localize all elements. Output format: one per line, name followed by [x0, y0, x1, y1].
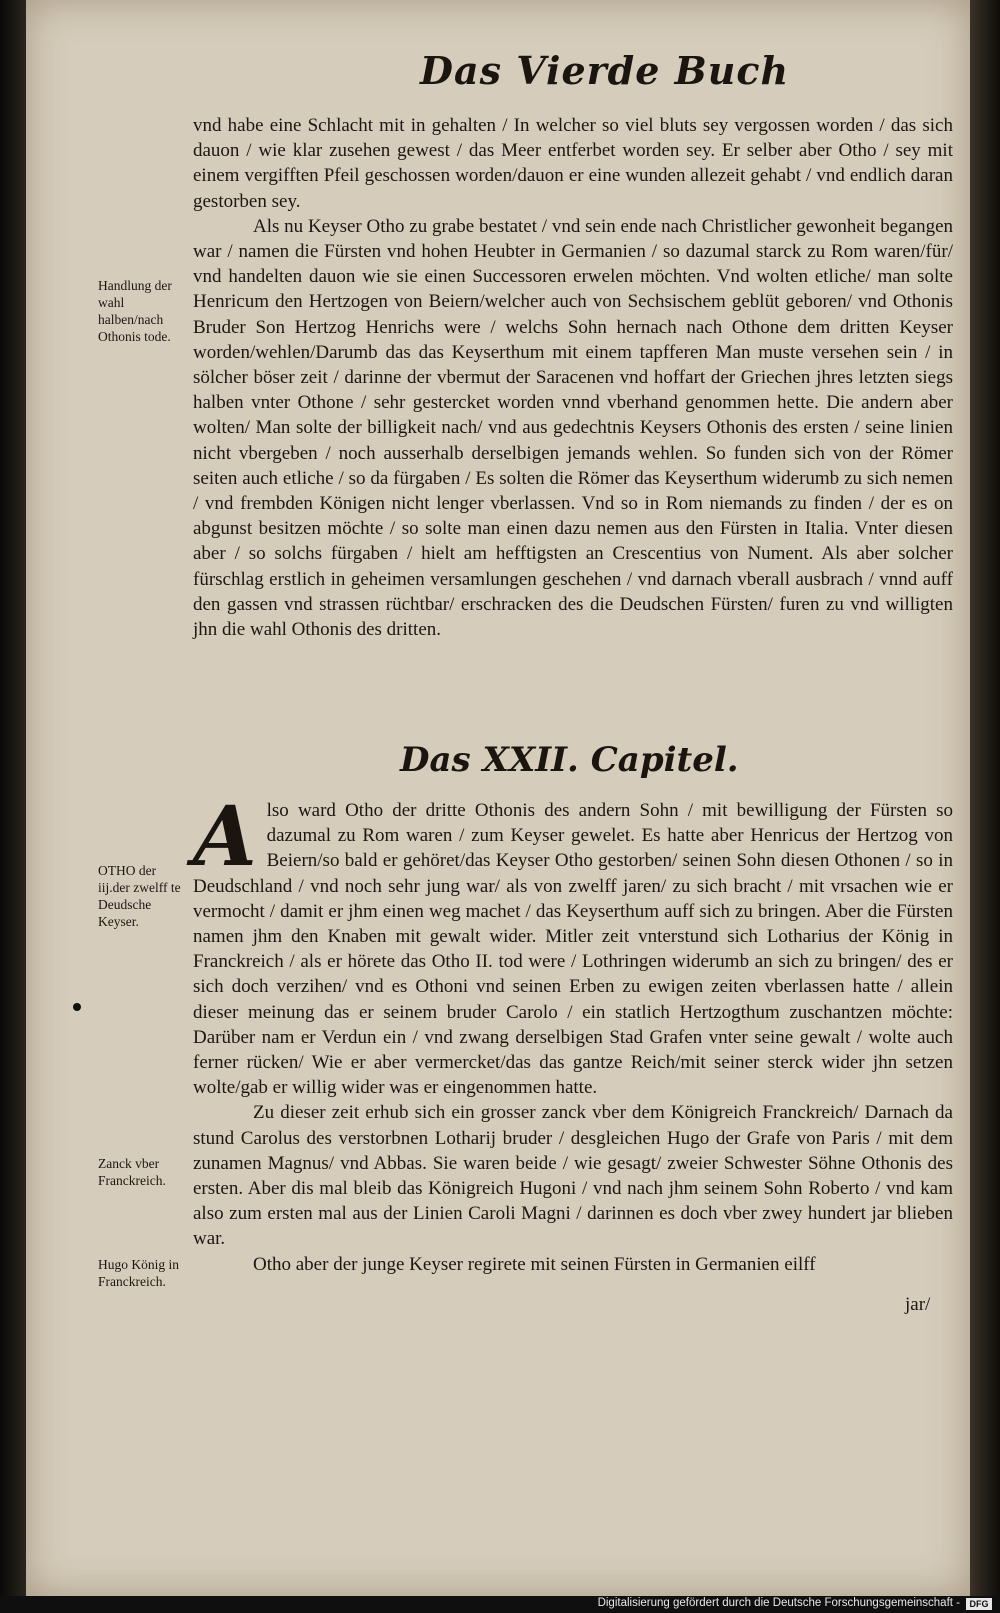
drop-capital: A — [193, 789, 257, 885]
paragraph: vnd habe eine Schlacht mit in gehalten / In welcher so viel bluts sey vergossen worden / das sich dauon / wie klar zusehen gewest / das Meer entferbet worden sey. Er selber aber Otho / sey mit einem vergifften Pfeil geschossen worden/dauon er eine wunden allezeit gehabt / vnd endlich daran gestorben sey. — [193, 115, 953, 212]
footer-text: Digitalisierung gefördert durch die Deutsche Forschungsgemeinschaft - — [597, 1597, 960, 1609]
catchword: jar/ — [905, 1294, 931, 1315]
digitization-footer — [0, 1596, 1000, 1613]
top-text-block — [193, 113, 953, 642]
marginal-note: OTHO der iij.der zwelff te Deudsche Keyser. — [98, 863, 181, 929]
dfg-logo-icon: DFG — [966, 1598, 992, 1610]
paragraph: Otho aber der junge Keyser regirete mit seinen Fürsten in Germanien eilff — [253, 1253, 816, 1275]
marginal-note: Zanck vber Franckreich. — [98, 1156, 166, 1188]
chapter-heading: Das XXII. Capitel. — [400, 740, 739, 780]
marginal-note: Hugo König in Franckreich. — [98, 1257, 179, 1289]
paragraph: Zu dieser zeit erhub sich ein grosser zanck vber dem Königreich Franckreich/ Darnach da stund Carolus des verstorbnen Lotharij bruder / desgleichen Hugo der Grafe von Paris / mit dem zunamen Magnus/ vnd Abbas. Sie waren beide / wie gesagt/ zweier Schwester Söhne Othonis des ersten. Aber dis mal bleib das Königreich Hugoni / vnd nach jhm seinem Sohn Roberto / vnd kam also zum ersten mal aus der Linien Caroli Magni / darinnen es doch vber zwey hundert jar blieben war. — [193, 1102, 953, 1250]
running-head: Das Vierde Buch — [420, 48, 790, 93]
paragraph: lso ward Otho der dritte Othonis des andern Sohn / mit bewilligung der Fürsten so dazumal zu Rom waren / zum Keyser gewelet. Es hatte aber Henricus der Hertzog von Beiern/so bald er gehöret/das Keyser Otho gestorben/ seinen Sohn diesen Othonen / so in Deudschland / vnd noch sehr jung war/ als von zwelff jaren/ zu sich bracht / mit vrsachen wie er vermocht / damit er jhm einen weg machet / das Keyserthum auff sich zu bringen. Aber die Fürsten namen jhm den Knaben mit gewalt wider. Mitler zeit vnterstund sich Lotharius der König in Franckreich / als er hörete das Otho II. tod were / Lothringen widerumb an sich zu bringen/ des er sich doch verzihen/ vnd es Othoni vnd seinen Erben zu ewigen zeiten vberlassen hatte / allein dieser meinung das er seinem bruder Carolo / ein statlich Hertzogthum zuschantzen möchte: Darüber nam er Verdun ein / vnd zwang derselbigen Stad Grafen vnter seine gewalt / wolte auch ferner rücken/ Wie er aber vermercket/das das gantze Reich/mit seiner sterck wider jhn setzen wolte/gab er willig wider was er eingenommen hatte. — [193, 800, 953, 1099]
paragraph: Als nu Keyser Otho zu grabe bestatet / vnd sein ende nach Christlicher gewonheit begangen war / namen die Fürsten vnd hohen Heubter in Germanien / so dazumal starck zu Rom waren/für/ vnd handelten dauon wie sie einen Successoren erwelen möchten. Vnd wolten etliche/ man solte Henricum den Hertzogen von Beiern/welcher auch von Sechsischem geblüt geboren/ vnd Othonis Bruder Son Hertzog Henrichs were / welchs Sohn hernach nach Othone dem dritten Keyser worden/wehlen/Darumb das das Keyserthum mit einem tapfferen Man muste versehen sein / in sölcher böser zeit / darinne der vbermut der Saracenen vnd hoffart der Griechen jhres letzten siegs halben vnter Othone / sehr gestercket worden vnnd vberhand genommen hette. Die andern aber wolten/ Man solte der billigkeit nach/ vnd aus gedechtnis Keysers Othonis des ersten / seine linien nicht vbergeben / noch ausserhalb derselbigen jemands wehlen. So funden sich von der Römer seiten auch etliche / so da fürgaben / Es solten die Römer das Keyserthum widerumb zu sich nemen / vnd frembden Königen nicht lenger vberlassen. Vnd so in Rom niemands zu finden / der es on abgunst besitzen möchte / so solte man einen dazu nemen aus den Fürsten in Italia. Vnter diesen aber / so solchs fürgaben / hielt am hefftigsten an Crescentius von Nument. Als aber solcher fürschlag erstlich in geheimen versamlungen geschehen / vnd darnach vberall ausbrach / vnnd auff den gassen vnd strassen rüchtbar/ erschracken des die Deudschen Fürsten/ furen zu vnd willigten jhn die wahl Othonis des dritten. — [193, 215, 953, 641]
chapter-text-block — [193, 789, 953, 1277]
marginal-note: Handlung der wahl halben/nach Othonis tode. — [98, 278, 172, 344]
page-edge — [970, 0, 1000, 1596]
ink-dot — [73, 1003, 81, 1011]
book-gutter — [0, 0, 26, 1596]
